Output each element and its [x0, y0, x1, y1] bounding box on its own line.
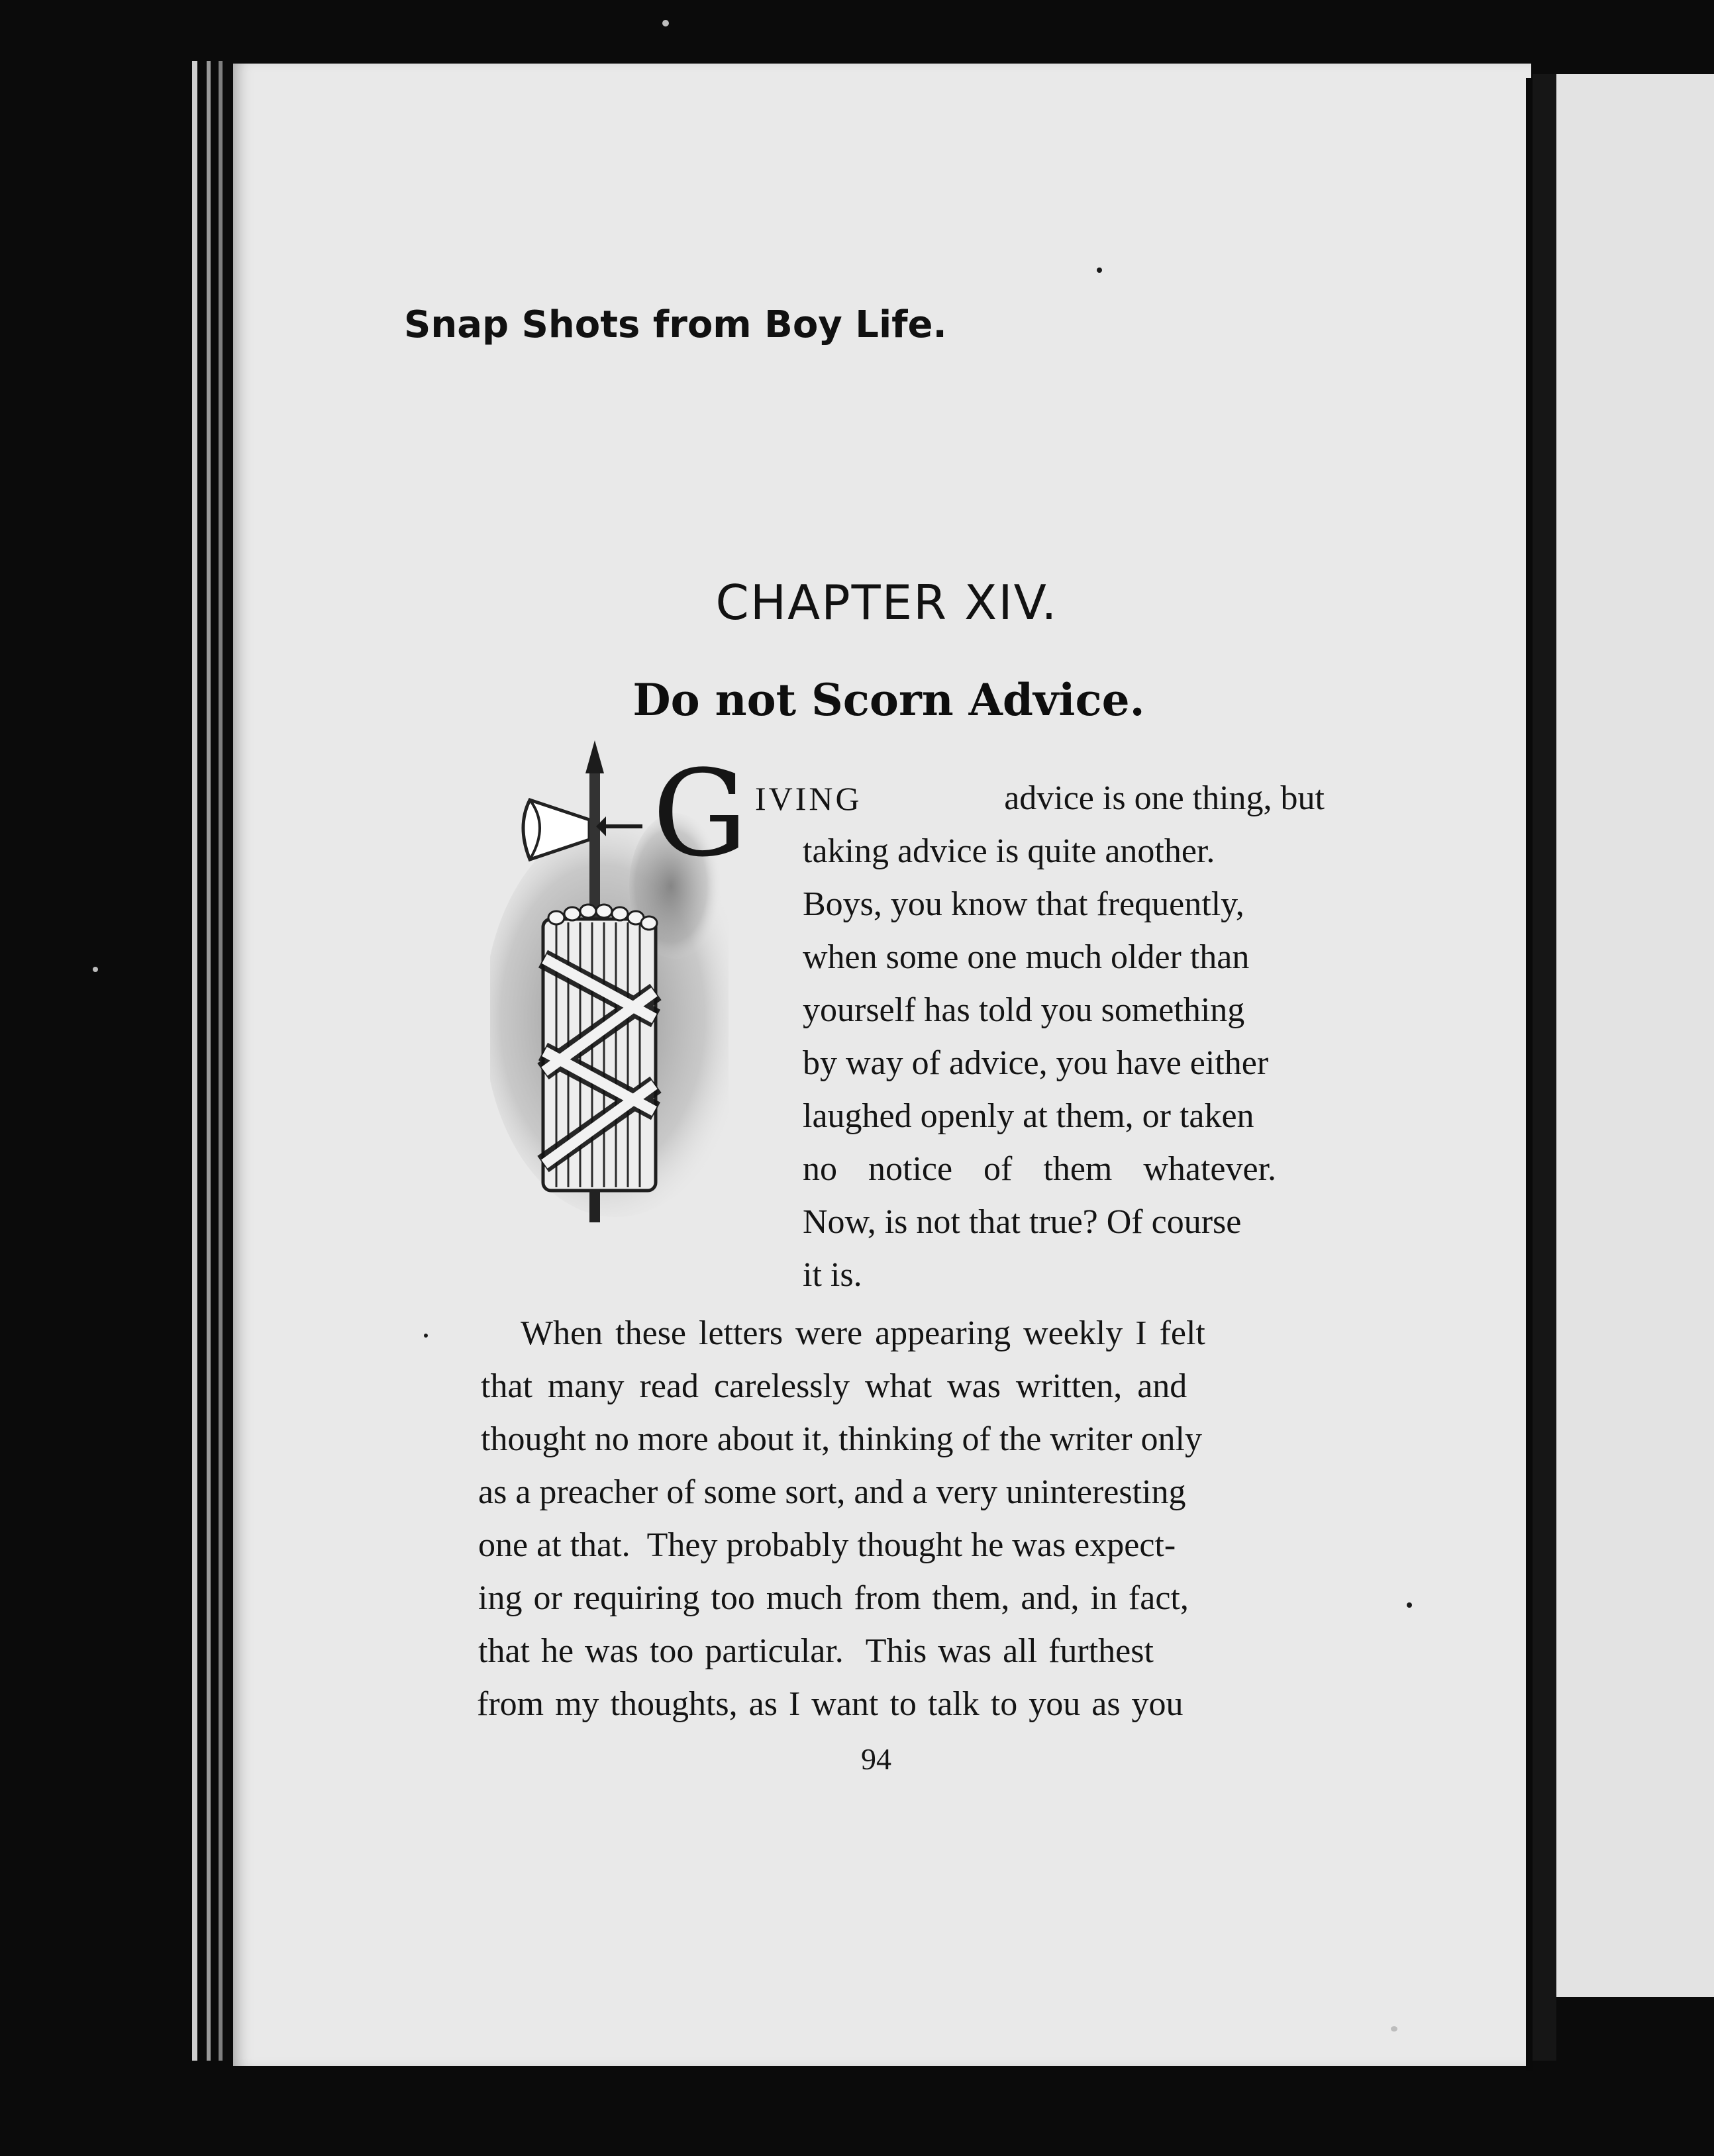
scan-speck	[1391, 2026, 1397, 2032]
binding-edge-line	[207, 61, 211, 2061]
paragraph-line: when some one much older than	[803, 938, 1250, 976]
chapter-number: CHAPTER XIV.	[715, 575, 1058, 630]
paragraph-line: by way of advice, you have either	[803, 1044, 1269, 1082]
scan-speck	[1407, 1602, 1412, 1608]
binding-edge-line	[219, 61, 223, 2061]
facing-page-fragment	[1556, 74, 1714, 1997]
paragraph-line: taking advice is quite another.	[803, 832, 1215, 870]
running-head: Snap Shots from Boy Life.	[404, 303, 947, 346]
paragraph-line: ing or requiring too much from them, and, in fact,	[478, 1579, 1189, 1617]
next-page-gutter	[1533, 74, 1556, 2061]
first-word: IVING	[755, 780, 862, 817]
chapter-title: Do not Scorn Advice.	[632, 674, 1145, 726]
paragraph-line: as a preacher of some sort, and a very uninteresting	[478, 1473, 1186, 1511]
page-right-edge	[1526, 78, 1533, 2071]
paragraph-line: When these letters were appearing weekly I felt	[521, 1314, 1205, 1352]
paragraph-line: that many read carelessly what was written, and	[481, 1367, 1187, 1405]
scan-speck	[662, 20, 669, 26]
paragraph-line	[755, 779, 1325, 818]
scan-speck	[93, 967, 98, 972]
paragraph-line: it is.	[803, 1256, 862, 1294]
paragraph-line: no notice of them whatever.	[803, 1150, 1277, 1188]
paragraph-line: laughed openly at them, or taken	[803, 1097, 1254, 1135]
scan-speck	[1097, 268, 1102, 273]
page-number: 94	[861, 1742, 891, 1776]
paragraph-line: yourself has told you something	[803, 991, 1245, 1029]
line-text: advice is one thing, but	[1004, 779, 1325, 817]
binding-edge-line	[192, 61, 197, 2061]
paragraph-line: from my thoughts, as I want to talk to you as you	[477, 1685, 1184, 1723]
scan-speck	[424, 1334, 428, 1338]
paragraph-line: Boys, you know that frequently,	[803, 885, 1244, 923]
paragraph-line: thought no more about it, thinking of the writer only	[481, 1420, 1202, 1458]
paragraph-line: one at that. They probably thought he was expect-	[478, 1526, 1176, 1564]
drop-cap: G	[652, 745, 748, 883]
paragraph-line: Now, is not that true? Of course	[803, 1203, 1242, 1241]
paragraph-line: that he was too particular. This was all furthest	[478, 1632, 1154, 1670]
